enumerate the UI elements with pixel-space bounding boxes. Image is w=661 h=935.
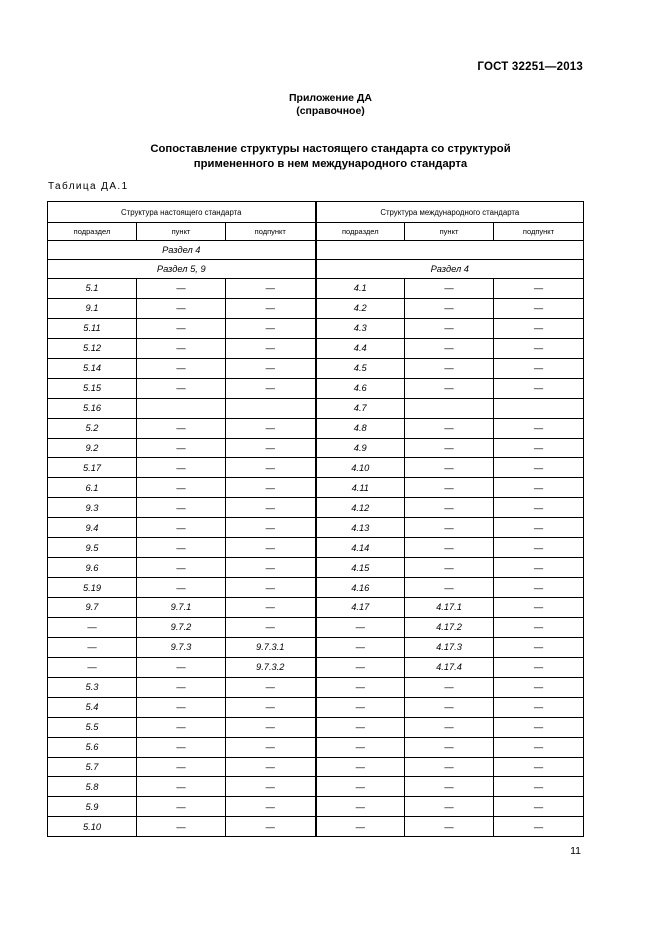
section-label-left: Раздел 5, 9 [48,260,316,279]
table-cell: — [494,318,584,338]
table-cell: — [405,757,494,777]
table-cell: 6.1 [48,478,137,498]
table-cell: — [316,677,405,697]
table-cell: — [494,598,584,618]
table-cell: — [405,418,494,438]
table-cell: — [316,617,405,637]
table-cell: 5.7 [48,757,137,777]
table-cell: 9.2 [48,438,137,458]
table-cell: — [405,737,494,757]
table-cell: 5.1 [48,279,137,299]
table-cell: — [137,538,226,558]
table-cell: — [405,777,494,797]
table-cell: — [405,697,494,717]
table-cell: — [226,538,316,558]
table-row [48,458,584,478]
table-cell: 4.1 [316,279,405,299]
table-row [48,617,584,637]
table-cell: — [494,458,584,478]
table-cell: — [316,757,405,777]
table-cell [226,398,316,418]
table-cell: 5.6 [48,737,137,757]
table-row [48,418,584,438]
annex-subtitle: (справочное) [296,105,365,117]
table-row [48,777,584,797]
table-cell: — [137,438,226,458]
table-row [48,438,584,458]
table-cell: — [494,558,584,578]
table-cell: — [494,279,584,299]
table-cell: — [137,279,226,299]
table-cell: — [405,518,494,538]
table-cell: — [316,737,405,757]
table-cell: — [316,657,405,677]
table-row [48,538,584,558]
table-row [48,578,584,598]
table-row [48,518,584,538]
table-cell: — [226,498,316,518]
table-cell: — [405,438,494,458]
table-cell: — [494,378,584,398]
group-header-international: Структура международного стандарта [316,202,584,223]
table-cell: 4.13 [316,518,405,538]
column-header: пункт [137,223,226,241]
section-label-right [316,241,584,260]
table-cell: — [405,478,494,498]
table-cell: — [137,677,226,697]
table-cell: 4.4 [316,338,405,358]
table-cell: — [226,737,316,757]
table-row [48,657,584,677]
table-cell: — [226,358,316,378]
table-cell [494,398,584,418]
document-title [0,142,661,172]
table-row [48,598,584,618]
table-cell: 4.14 [316,538,405,558]
table-cell: — [137,737,226,757]
table-cell: 4.15 [316,558,405,578]
table-cell: — [494,797,584,817]
table-cell: — [494,538,584,558]
group-header-this-standard: Структура настоящего стандарта [48,202,316,223]
table-cell: 5.15 [48,378,137,398]
table-cell: — [226,378,316,398]
section-row [48,241,584,260]
document-title-line-1: Сопоставление структуры настоящего стандарта со структурой [150,143,511,155]
table-row [48,298,584,318]
table-cell [137,398,226,418]
table-row [48,637,584,657]
table-row [48,717,584,737]
table-cell: — [405,538,494,558]
table-cell: — [405,817,494,837]
table-cell: 9.7.2 [137,617,226,637]
table-cell: — [226,777,316,797]
table-cell: — [494,338,584,358]
table-cell: 9.7.3 [137,637,226,657]
table-cell: — [494,677,584,697]
table-cell: — [226,558,316,578]
table-cell: — [494,498,584,518]
table-cell: 5.16 [48,398,137,418]
table-cell: 4.17.2 [405,617,494,637]
column-header: пункт [405,223,494,241]
table-cell: — [137,318,226,338]
table-row [48,358,584,378]
table-cell: 5.3 [48,677,137,697]
table-cell: — [405,578,494,598]
table-cell: — [316,817,405,837]
table-cell: — [137,558,226,578]
table-cell: 5.11 [48,318,137,338]
table-cell: 9.7 [48,598,137,618]
table-row [48,279,584,299]
document-title-line-2: примененного в нем международного стандарта [193,158,468,170]
table-cell: 5.5 [48,717,137,737]
table-cell: — [405,298,494,318]
table-cell: 5.10 [48,817,137,837]
table-cell: — [494,657,584,677]
table-cell: — [494,438,584,458]
standard-code: ГОСТ 32251—2013 [477,61,583,73]
table-cell: — [137,777,226,797]
table-cell: — [405,797,494,817]
table-cell: — [137,458,226,478]
table-cell: — [405,358,494,378]
table-cell: — [494,617,584,637]
table-cell: 9.5 [48,538,137,558]
table-cell: 5.2 [48,418,137,438]
table-cell: — [226,279,316,299]
table-cell: — [226,598,316,618]
table-cell: — [316,637,405,657]
table-cell: 4.3 [316,318,405,338]
table-cell: 4.11 [316,478,405,498]
table-cell: — [494,757,584,777]
table-cell: — [137,757,226,777]
table-cell: 9.4 [48,518,137,538]
table-cell: — [405,498,494,518]
annex-title: Приложение ДА [289,92,372,104]
column-header: подраздел [48,223,137,241]
table-cell: — [494,697,584,717]
table-cell: 5.9 [48,797,137,817]
table-cell: — [137,817,226,837]
table-caption: Таблица ДА.1 [48,181,129,192]
table-cell: — [226,438,316,458]
table-cell: — [316,797,405,817]
table-cell: 9.1 [48,298,137,318]
table-cell: — [48,657,137,677]
table-cell: 9.6 [48,558,137,578]
table-row [48,677,584,697]
table-cell: — [137,657,226,677]
table-cell: — [494,737,584,757]
table-cell: — [316,717,405,737]
table-cell: 5.12 [48,338,137,358]
table-cell: 4.17 [316,598,405,618]
table-cell: — [405,717,494,737]
table-cell: — [494,358,584,378]
section-label-right: Раздел 4 [316,260,584,279]
table-cell: — [494,817,584,837]
table-cell: 5.4 [48,697,137,717]
table-cell: — [226,617,316,637]
table-cell: — [137,298,226,318]
table-cell: — [137,797,226,817]
table-cell: 4.2 [316,298,405,318]
table-cell: — [137,518,226,538]
table-cell: — [494,298,584,318]
table-cell: — [405,558,494,578]
table-cell: — [494,777,584,797]
table-cell: 9.7.3.2 [226,657,316,677]
table-cell: — [226,298,316,318]
table-cell: — [405,378,494,398]
table-cell: 4.16 [316,578,405,598]
table-cell: — [226,338,316,358]
table-cell: 9.7.1 [137,598,226,618]
table-cell: — [137,717,226,737]
table-cell: 4.17.1 [405,598,494,618]
section-row [48,260,584,279]
table-cell: 5.8 [48,777,137,797]
table-cell: — [494,518,584,538]
table-cell: 4.6 [316,378,405,398]
table-cell: — [137,378,226,398]
column-header: подраздел [316,223,405,241]
table-cell: — [137,478,226,498]
table-cell: 4.7 [316,398,405,418]
table-cell: — [226,518,316,538]
table-cell: — [405,318,494,338]
annex-heading [0,92,661,118]
table-cell: 4.17.4 [405,657,494,677]
table-cell: — [226,697,316,717]
table-row [48,817,584,837]
table-cell: 5.17 [48,458,137,478]
table-cell: — [226,797,316,817]
column-header-row [48,223,584,241]
table-cell: — [316,697,405,717]
table-row [48,338,584,358]
table-cell: — [226,318,316,338]
table-cell: 9.3 [48,498,137,518]
table-cell: — [137,418,226,438]
table-cell: — [48,637,137,657]
table-cell: 4.5 [316,358,405,378]
table-cell: — [226,458,316,478]
table-cell: 4.12 [316,498,405,518]
table-cell: 5.19 [48,578,137,598]
group-header-row [48,202,584,223]
column-header: подпункт [494,223,584,241]
table-cell: — [405,677,494,697]
column-header: подпункт [226,223,316,241]
table-cell: — [226,817,316,837]
table-cell: — [137,697,226,717]
table-cell: — [494,478,584,498]
table-cell: 9.7.3.1 [226,637,316,657]
table-row [48,558,584,578]
table-cell: — [137,498,226,518]
table-cell: — [226,578,316,598]
structure-comparison-table [47,201,584,837]
table-cell: — [405,338,494,358]
table-cell: — [137,338,226,358]
table-cell: — [48,617,137,637]
table-cell: — [316,777,405,797]
table-cell: 4.10 [316,458,405,478]
table-row [48,757,584,777]
table-cell: 4.9 [316,438,405,458]
page-number: 11 [570,845,581,857]
table-cell: — [226,757,316,777]
table-row [48,737,584,757]
table-cell: — [137,578,226,598]
table-cell: — [494,418,584,438]
table-cell: — [226,478,316,498]
table-row [48,318,584,338]
table-cell: — [494,578,584,598]
table-row [48,797,584,817]
table-cell: — [494,637,584,657]
table-cell: — [494,717,584,737]
table-cell: 4.8 [316,418,405,438]
table-cell [405,398,494,418]
table-cell: — [226,677,316,697]
table-cell: 4.17.3 [405,637,494,657]
section-label-left: Раздел 4 [48,241,316,260]
table-cell: — [405,458,494,478]
table-cell: — [226,418,316,438]
table-cell: — [405,279,494,299]
table-cell: — [226,717,316,737]
table-row [48,697,584,717]
table-row [48,498,584,518]
table-cell: 5.14 [48,358,137,378]
table-row [48,378,584,398]
table-cell: — [137,358,226,378]
table-row [48,478,584,498]
table-row [48,398,584,418]
